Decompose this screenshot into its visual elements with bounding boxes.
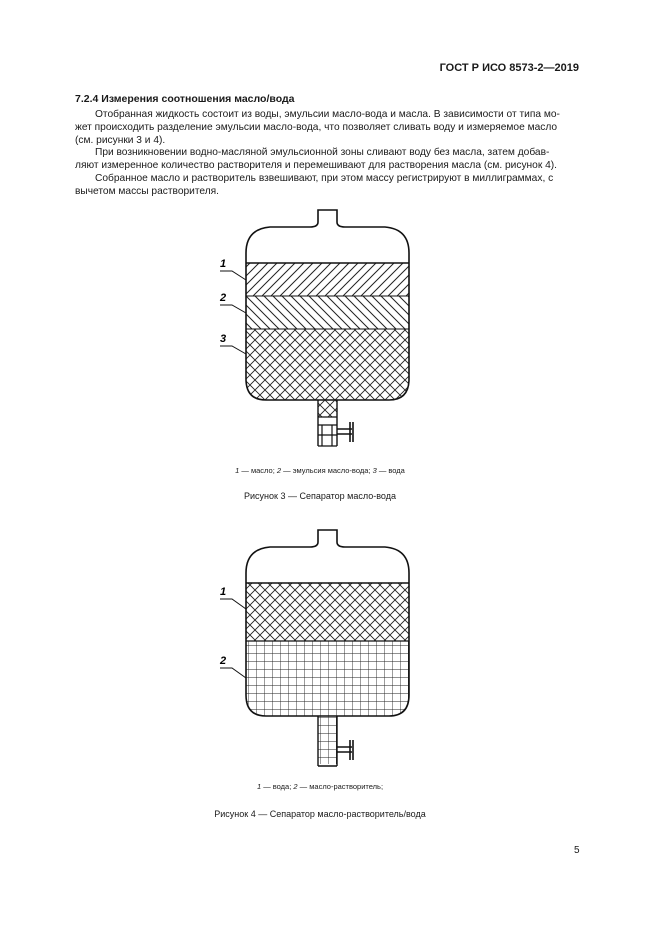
figure-3-label-1: 1: [220, 258, 227, 270]
figure-4-legend: 1 — вода; 2 — масло-растворитель;: [256, 782, 384, 791]
paragraph-3: [75, 172, 583, 198]
paragraph-line: жет происходить разделение эмульсии масло-вода, что позволяет сливать воду и измеряемое масло: [75, 122, 558, 133]
paragraph-line: При возникновении водно-масляной эмульсионной зоны сливают воду без масла, затем добав-: [95, 147, 550, 158]
paragraph-line: Собранное масло и растворитель взвешивают, при этом массу регистрируют в миллиграммах, с: [95, 173, 554, 184]
paragraph-1: [75, 108, 583, 147]
figure-3-label-3: 3: [220, 333, 227, 345]
figure-3-label-2: 2: [220, 292, 227, 304]
figure-4-caption: Рисунок 4 — Сепаратор масло-растворитель/вода: [214, 809, 426, 819]
paragraph-2: [75, 146, 583, 172]
section-title: 7.2.4 Измерения соотношения масло/вода: [75, 93, 295, 105]
figure-4-separator-diagram: [200, 525, 440, 775]
figure-4-label-1: 1: [220, 586, 227, 598]
figure-3-caption: Рисунок 3 — Сепаратор масло-вода: [244, 491, 396, 501]
paragraph-line: ляют измеренное количество растворителя и перемешивают для растворения масла (см. рисунок 4).: [75, 160, 558, 171]
document-standard-number: ГОСТ Р ИСО 8573-2—2019: [439, 62, 579, 74]
figure-3-separator-diagram: [200, 205, 440, 455]
paragraph-line: (см. рисунки 3 и 4).: [75, 135, 166, 146]
paragraph-line: Отобранная жидкость состоит из воды, эмульсии масло-вода и масла. В зависимости от типа мо-: [95, 109, 560, 120]
page-number: 5: [574, 845, 580, 856]
figure-4-label-2: 2: [220, 655, 227, 667]
figure-3-legend: 1 — масло; 2 — эмульсия масло-вода; 3 — вода: [235, 466, 405, 475]
paragraph-line: вычетом массы растворителя.: [75, 186, 220, 197]
